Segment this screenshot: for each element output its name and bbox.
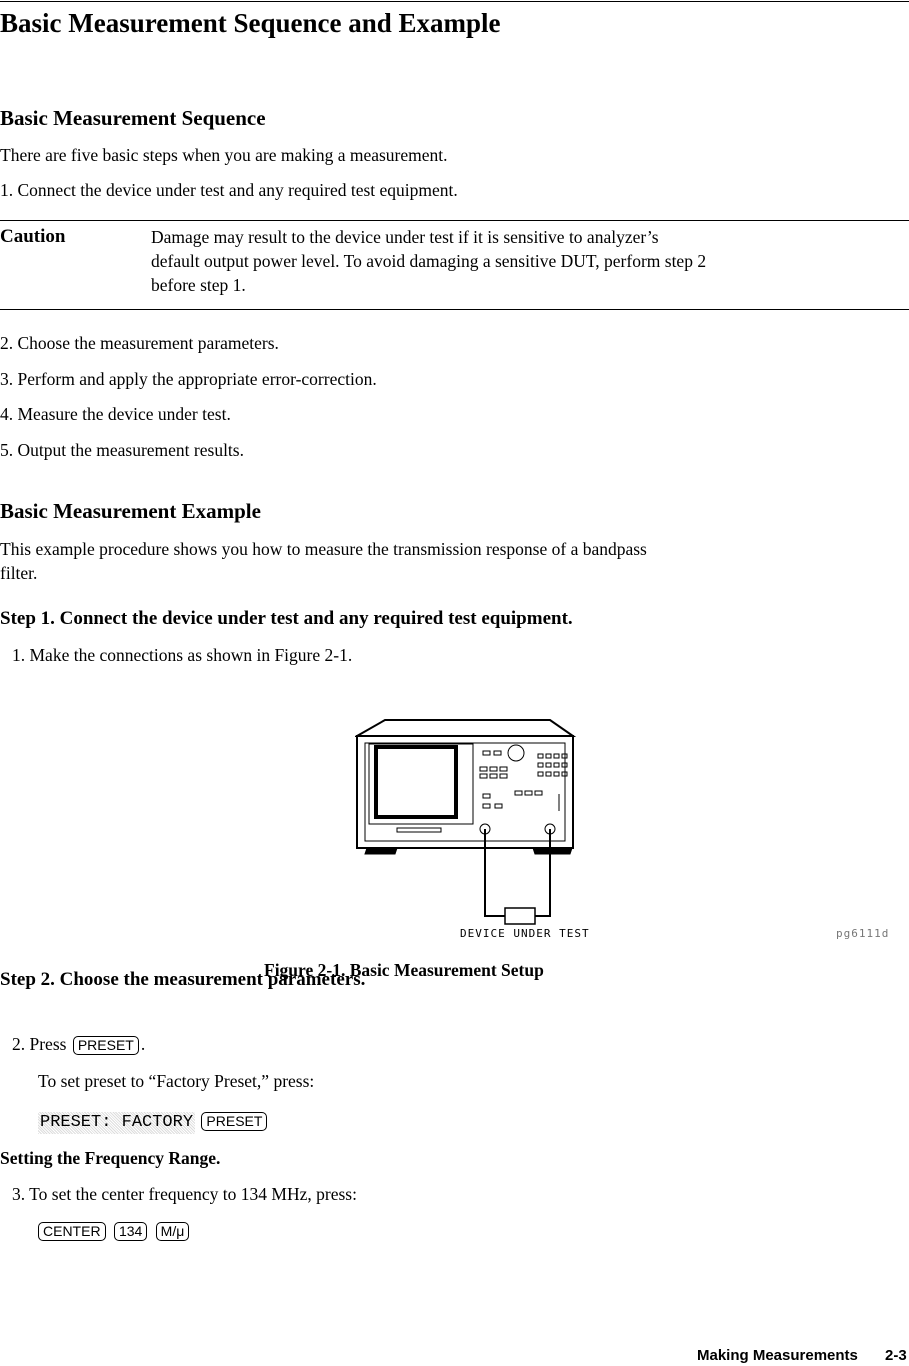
page-number: 2-3 bbox=[885, 1347, 907, 1364]
key-134[interactable]: 134 bbox=[114, 1222, 147, 1241]
frequency-text: 3. To set the center frequency to 134 MHz, press: bbox=[12, 1184, 357, 1204]
center-key[interactable]: CENTER bbox=[38, 1222, 106, 1241]
sequence-intro: There are five basic steps when you are making a measurement. bbox=[0, 145, 448, 165]
press-text: 2. Press bbox=[12, 1034, 67, 1054]
sequence-step: 2. Choose the measurement parameters. bbox=[0, 333, 279, 353]
caution-line: before step 1. bbox=[151, 275, 246, 295]
step2-heading: Step 2. Choose the measurement parameters. bbox=[0, 969, 366, 990]
example-intro: filter. bbox=[0, 563, 38, 583]
preset-factory-softkey[interactable]: PRESET: FACTORY bbox=[40, 1113, 194, 1132]
preset-key[interactable]: PRESET bbox=[73, 1036, 139, 1055]
press-preset-line: 2. Press PRESET . bbox=[12, 1034, 146, 1054]
caution-line: Damage may result to the device under test if it is sensitive to analyzer’s bbox=[151, 227, 659, 247]
step1-heading: Step 1. Connect the device under test and any required test equipment. bbox=[0, 608, 573, 629]
top-rule bbox=[0, 1, 909, 2]
analyzer-illustration bbox=[355, 716, 580, 931]
example-intro: This example procedure shows you how to measure the transmission response of a bandpass bbox=[0, 539, 647, 559]
sequence-step-1: 1. Connect the device under test and any required test equipment. bbox=[0, 180, 458, 200]
page-title: Basic Measurement Sequence and Example bbox=[0, 8, 501, 38]
caution-line: default output power level. To avoid damaging a sensitive DUT, perform step 2 bbox=[151, 251, 707, 271]
sequence-heading: Basic Measurement Sequence bbox=[0, 106, 266, 130]
frequency-heading: Setting the Frequency Range. bbox=[0, 1148, 221, 1168]
mega-micro-key[interactable]: M/μ bbox=[156, 1222, 190, 1241]
example-heading: Basic Measurement Example bbox=[0, 499, 261, 523]
dut-label: DEVICE UNDER TEST bbox=[460, 927, 590, 940]
sequence-step: 4. Measure the device under test. bbox=[0, 404, 231, 424]
figure-id: pg6111d bbox=[836, 927, 890, 940]
preset-text: To set preset to “Factory Preset,” press: bbox=[38, 1071, 315, 1091]
factory-preset-line bbox=[38, 1109, 269, 1134]
caution-top-rule bbox=[0, 220, 909, 221]
footer-section: Making Measurements bbox=[697, 1347, 858, 1364]
caution-bottom-rule bbox=[0, 309, 909, 310]
caution-label: Caution bbox=[0, 226, 66, 247]
sequence-step: 3. Perform and apply the appropriate error-correction. bbox=[0, 369, 377, 389]
sequence-step: 5. Output the measurement results. bbox=[0, 440, 244, 460]
preset-key[interactable]: PRESET bbox=[201, 1112, 267, 1131]
step1-item: 1. Make the connections as shown in Figure 2-1. bbox=[12, 645, 353, 665]
frequency-keys bbox=[36, 1219, 191, 1241]
figure-caption: Figure 2-1. Basic Measurement Setup bbox=[264, 960, 544, 980]
